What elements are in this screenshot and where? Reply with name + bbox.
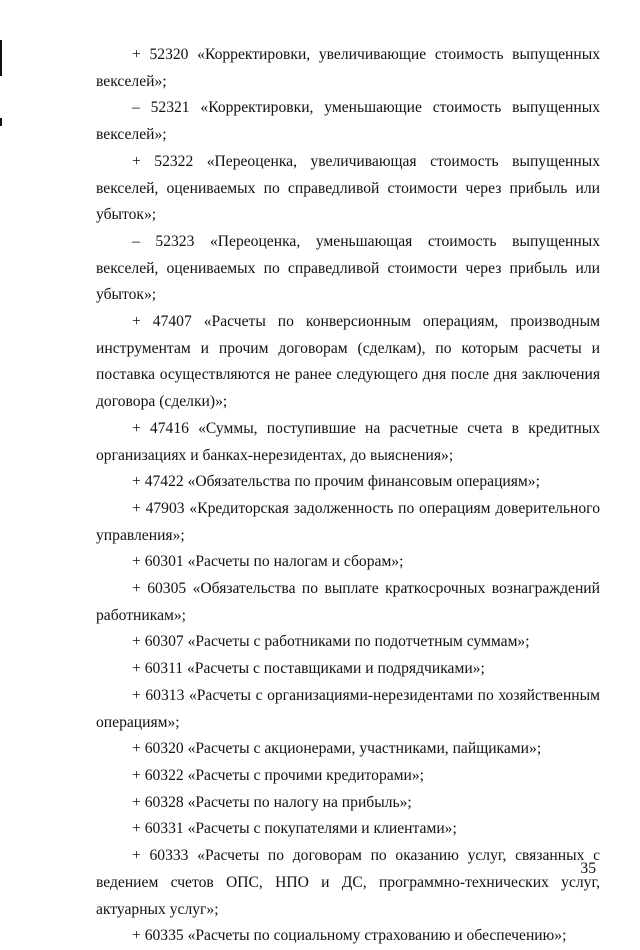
account-entry-60331: + 60331 «Расчеты с покупателями и клиентами»; bbox=[132, 820, 457, 838]
page-number: 35 bbox=[580, 860, 596, 877]
account-entry-52320: + 52320 «Корректировки, увеличивающие стоимость выпущенных векселей»; bbox=[96, 46, 600, 90]
account-entry-60328: + 60328 «Расчеты по налогу на прибыль»; bbox=[132, 793, 412, 811]
account-entry-47407: + 47407 «Расчеты по конверсионным операциям, производным инструментам и прочим договорам (сделкам), по которым расчеты и поставка осуществляются не ранее следующего дня после дня заключения договора (сделки)»; bbox=[96, 313, 600, 411]
account-entry-47422: + 47422 «Обязательства по прочим финансовым операциям»; bbox=[132, 473, 540, 491]
account-entry-60322: + 60322 «Расчеты с прочими кредиторами»; bbox=[132, 766, 425, 784]
account-entry-60305: + 60305 «Обязательства по выплате краткосрочных вознаграждений работникам»; bbox=[96, 580, 600, 624]
account-entry-52323: – 52323 «Переоценка, уменьшающая стоимость выпущенных векселей, оцениваемых по справедливой стоимости через прибыль или убыток»; bbox=[96, 232, 600, 304]
account-entry-60333: + 60333 «Расчеты по договорам по оказанию услуг, связанных с ведением счетов ОПС, НПО и ДС, программно-технических услуг, актуарных услуг»; bbox=[96, 847, 600, 918]
account-entry-60301: + 60301 «Расчеты по налогам и сборам»; bbox=[132, 553, 404, 571]
account-entry-60320: + 60320 «Расчеты с акционерами, участниками, пайщиками»; bbox=[132, 740, 542, 758]
account-entry-52322: + 52322 «Переоценка, увеличивающая стоимость выпущенных векселей, оцениваемых по справедливой стоимости через прибыль или убыток»; bbox=[96, 152, 600, 224]
account-entry-47416: + 47416 «Суммы, поступившие на расчетные счета в кредитных организациях и банках-нерезидентах, до выяснения»; bbox=[96, 419, 600, 464]
account-entry-47903: + 47903 «Кредиторская задолженность по операциям доверительного управления»; bbox=[96, 499, 600, 544]
scan-edge-mark bbox=[0, 118, 2, 126]
account-entry-60311: + 60311 «Расчеты с поставщиками и подрядчиками»; bbox=[132, 660, 485, 678]
account-entry-60335: + 60335 «Расчеты по социальному страхованию и обеспечению»; bbox=[132, 927, 567, 945]
account-entry-60307: + 60307 «Расчеты с работниками по подотчетным суммам»; bbox=[132, 633, 530, 651]
account-entry-60313: + 60313 «Расчеты с организациями-нерезидентами по хозяйственным операциям»; bbox=[96, 686, 600, 731]
document-body bbox=[96, 42, 600, 950]
account-entry-52321: – 52321 «Корректировки, уменьшающие стоимость выпущенных векселей»; bbox=[96, 99, 600, 144]
scan-edge-mark bbox=[0, 40, 2, 76]
